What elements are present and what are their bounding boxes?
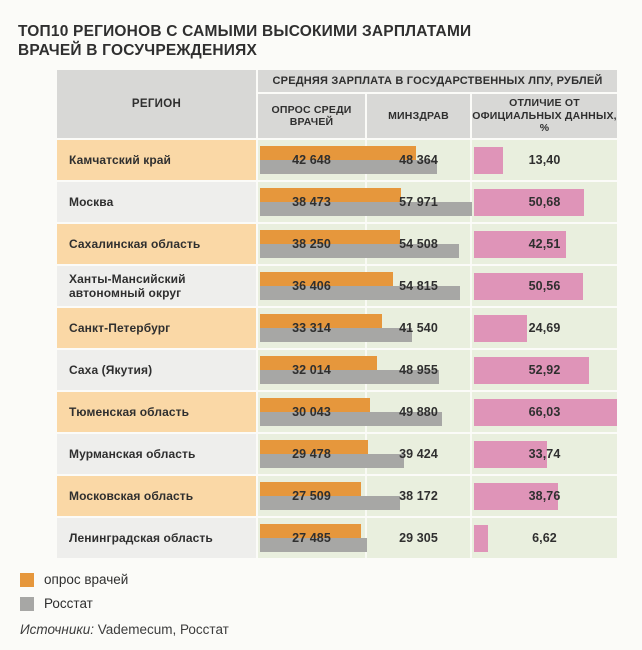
row-bars [258, 476, 617, 516]
minzdrav-value: 54 508 [399, 237, 438, 251]
minzdrav-value: 54 815 [399, 279, 438, 293]
survey-value: 33 314 [292, 321, 331, 335]
diff-value: 24,69 [528, 321, 561, 335]
region-label: Москва [57, 182, 256, 222]
row-bars [258, 266, 617, 306]
minzdrav-value: 57 971 [399, 195, 438, 209]
region-label: Санкт-Петербург [57, 308, 256, 348]
survey-value: 27 485 [292, 531, 331, 545]
legend-item-rosstat [20, 596, 128, 611]
minzdrav-value: 49 880 [399, 405, 438, 419]
table-row [57, 182, 617, 222]
region-label: Ханты-Мансийский автономный округ [57, 266, 256, 306]
table-row [57, 224, 617, 264]
table-row [57, 434, 617, 474]
salary-header-group [258, 70, 617, 138]
minzdrav-value: 41 540 [399, 321, 438, 335]
region-label: Ленинградская область [57, 518, 256, 558]
region-label: Сахалинская область [57, 224, 256, 264]
diff-value: 38,76 [528, 489, 561, 503]
source-note [20, 622, 229, 637]
row-bars [258, 182, 617, 222]
diff-value: 33,74 [528, 447, 561, 461]
legend [20, 572, 128, 620]
salary-table [57, 70, 617, 558]
legend-item-survey [20, 572, 128, 587]
row-bars [258, 308, 617, 348]
minzdrav-value: 39 424 [399, 447, 438, 461]
source-text: Vademecum, Росстат [93, 622, 229, 637]
sub-headers [258, 94, 617, 138]
row-bars [258, 140, 617, 180]
page-title-line2: ВРАЧЕЙ В ГОСУЧРЕЖДЕНИЯХ [18, 42, 257, 59]
survey-value: 36 406 [292, 279, 331, 293]
table-row [57, 350, 617, 390]
survey-value: 32 014 [292, 363, 331, 377]
row-bars [258, 350, 617, 390]
region-label: Саха (Якутия) [57, 350, 256, 390]
diff-value: 50,68 [528, 195, 561, 209]
minzdrav-value: 48 364 [399, 153, 438, 167]
page-title-line1: ТОП10 РЕГИОНОВ С САМЫМИ ВЫСОКИМИ ЗАРПЛАТАМИ [18, 23, 472, 40]
minzdrav-column-header: МИНЗДРАВ [367, 94, 470, 138]
table-body [57, 140, 617, 558]
legend-label: опрос врачей [44, 572, 129, 587]
minzdrav-value: 48 955 [399, 363, 438, 377]
table-row [57, 308, 617, 348]
diff-value: 13,40 [528, 153, 561, 167]
survey-value: 42 648 [292, 153, 331, 167]
diff-value: 42,51 [528, 237, 561, 251]
table-header [57, 70, 617, 138]
table-row [57, 476, 617, 516]
table-row [57, 266, 617, 306]
rosstat-swatch-icon [20, 597, 34, 611]
survey-swatch-icon [20, 573, 34, 587]
source-prefix: Источники: [20, 622, 94, 637]
region-column-header: РЕГИОН [57, 70, 256, 138]
minzdrav-value: 38 172 [399, 489, 438, 503]
survey-column-header: ОПРОС СРЕДИ ВРАЧЕЙ [258, 94, 365, 138]
region-label: Московская область [57, 476, 256, 516]
survey-value: 38 250 [292, 237, 331, 251]
diff-value: 52,92 [528, 363, 561, 377]
row-bars [258, 434, 617, 474]
row-bars [258, 224, 617, 264]
group-column-header: СРЕДНЯЯ ЗАРПЛАТА В ГОСУДАРСТВЕННЫХ ЛПУ, РУБЛЕЙ [258, 70, 617, 92]
region-label: Камчатский край [57, 140, 256, 180]
region-label: Мурманская область [57, 434, 256, 474]
legend-label: Росстат [44, 596, 93, 611]
survey-value: 29 478 [292, 447, 331, 461]
survey-value: 30 043 [292, 405, 331, 419]
page-title [18, 22, 471, 60]
survey-value: 38 473 [292, 195, 331, 209]
diff-value: 66,03 [528, 405, 561, 419]
table-row [57, 518, 617, 558]
survey-value: 27 509 [292, 489, 331, 503]
minzdrav-value: 29 305 [399, 531, 438, 545]
diff-value: 50,56 [528, 279, 561, 293]
row-bars [258, 392, 617, 432]
diff-value: 6,62 [532, 531, 557, 545]
row-bars [258, 518, 617, 558]
region-label: Тюменская область [57, 392, 256, 432]
table-row [57, 140, 617, 180]
diff-column-header: ОТЛИЧИЕ ОТ ОФИЦИАЛЬНЫХ ДАННЫХ, % [472, 94, 617, 138]
table-row [57, 392, 617, 432]
